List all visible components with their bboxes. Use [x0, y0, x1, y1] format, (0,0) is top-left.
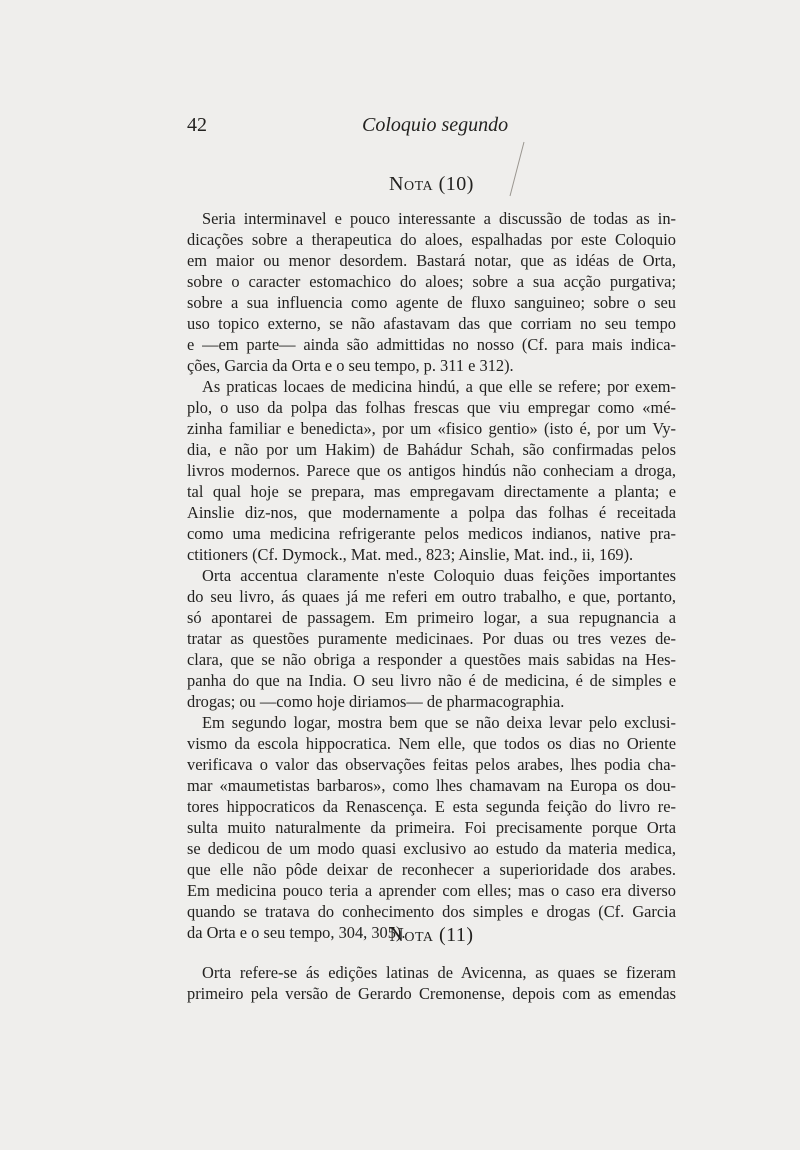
text-line: em maior ou menor desordem. Bastará notar, que as idéas de Orta,	[187, 251, 676, 270]
text-line: do seu livro, ás quaes já me referi em outro trabalho, e que, portanto,	[187, 587, 676, 606]
text-line: zinha familiar e benedicta», por um «fisico gentio» (isto é, por um Vy-	[187, 419, 676, 438]
text-line: só apontarei de passagem. Em primeiro logar, a sua repugnancia a	[187, 608, 676, 627]
text-line: quando se tratava do conhecimento dos simples e drogas (Cf. Garcia	[187, 902, 676, 921]
text-line: Ainslie diz-nos, que modernamente a polpa das folhas é receitada	[187, 503, 676, 522]
text-line: mar «maumetistas barbaros», como lhes chamavam na Europa os dou-	[187, 776, 676, 795]
text-line: dicações sobre a therapeutica do aloes, espalhadas por este Coloquio	[187, 230, 676, 249]
page-number: 42	[187, 114, 207, 136]
note-body-11	[187, 962, 676, 1004]
text-line: drogas; ou —como hoje diriamos— de pharmacographia.	[187, 692, 565, 711]
running-title: Coloquio segundo	[362, 114, 509, 136]
text-line: clara, que se não obriga a responder a questões mais sabidas na Hes-	[187, 650, 676, 669]
text-line: Em segundo logar, mostra bem que se não deixa levar pelo exclusi-	[202, 713, 676, 732]
text-line: verificava o valor das observações feitas pelos arabes, lhes podia cha-	[187, 755, 676, 774]
text-line: vismo da escola hippocratica. Nem elle, que todos os dias no Oriente	[187, 734, 676, 753]
text-line: como uma medicina refrigerante pelos medicos indianos, native pra-	[187, 524, 676, 543]
text-line: que elle não pôde deixar de reconhecer a superioridade dos arabes.	[187, 860, 676, 879]
text-line: panha do que na India. O seu livro não é de medicina, é de simples e	[187, 671, 676, 690]
text-line: tores hippocraticos da Renascença. E esta segunda feição do livro re-	[187, 797, 676, 816]
text-line: livros modernos. Parece que os antigos hindús não conheciam a droga,	[187, 461, 676, 480]
text-line: Orta accentua claramente n'este Coloquio duas feições importantes	[202, 566, 676, 585]
note-heading-11: Nota (11)	[389, 924, 474, 946]
note-heading-10: Nota (10)	[389, 173, 474, 195]
text-line: sobre o caracter estomachico do aloes; sobre a sua acção purgativa;	[187, 272, 676, 291]
text-line: As praticas locaes de medicina hindú, a que elle se refere; por exem-	[202, 377, 676, 396]
text-line: sulta muito naturalmente da primeira. Foi precisamente porque Orta	[187, 818, 676, 837]
text-line: ctitioners (Cf. Dymock., Mat. med., 823; Ainslie, Mat. ind., ii, 169).	[187, 545, 634, 564]
text-line: sobre a sua influencia como agente de fluxo sanguineo; sobre o seu	[187, 293, 676, 312]
text-line: tal qual hoje se prepara, mas empregavam directamente a planta; e	[187, 482, 676, 501]
text-line: plo, o uso da polpa das folhas frescas que viu empregar como «mé-	[187, 398, 676, 417]
text-line: Em medicina pouco teria a aprender com elles; mas o caso era diverso	[187, 881, 676, 900]
text-line: Orta refere-se ás edições latinas de Avicenna, as quaes se fizeram	[202, 963, 676, 982]
text-line: se dedicou de um modo quasi exclusivo ao estudo da materia medica,	[187, 839, 676, 858]
text-line: ções, Garcia da Orta e o seu tempo, p. 311 e 312).	[187, 356, 514, 375]
text-line: e —em parte— ainda são admittidas no nosso (Cf. para mais indica-	[187, 335, 676, 354]
text-line: tratar as questões puramente medicinaes. Por duas ou tres vezes de-	[187, 629, 676, 648]
text-line: Seria interminavel e pouco interessante a discussão de todas as in-	[202, 209, 676, 228]
text-line: uso topico externo, se não afastavam das que corriam no seu tempo	[187, 314, 676, 333]
page-header	[187, 110, 676, 142]
text-line: dia, e não por um Hakim) de Bahádur Schah, são confirmadas pelos	[187, 440, 676, 459]
note-body-10	[187, 208, 676, 943]
text-line: primeiro pela versão de Gerardo Cremonense, depois com as emendas	[187, 984, 676, 1003]
text-line: da Orta e o seu tempo, 304, 305).	[187, 923, 406, 942]
